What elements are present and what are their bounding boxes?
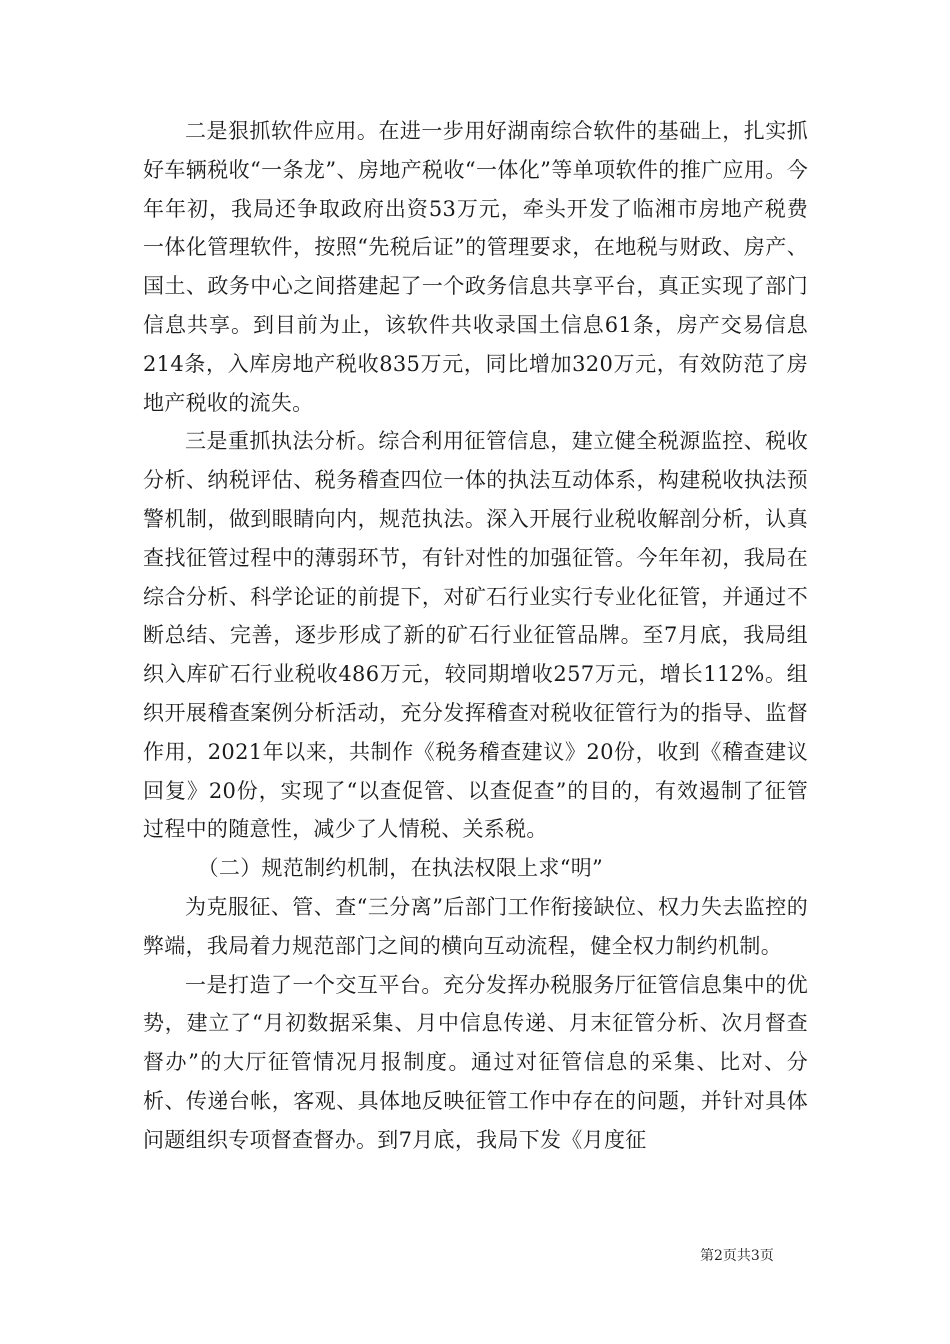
document-body (143, 112, 808, 1160)
paragraph-software-application: 二是狠抓软件应用。在进一步用好湖南综合软件的基础上，扎实抓好车辆税收“一条龙”、房地产税收“一体化”等单项软件的推广应用。今年年初，我局还争取政府出资53万元，牵头开发了临湘市房地产税费一体化管理软件，按照“先税后证”的管理要求，在地税与财政、房产、国土、政务中心之间搭建起了一个政务信息共享平台，真正实现了部门信息共享。到目前为止，该软件共收录国土信息61条，房产交易信息214条，入库房地产税收835万元，同比增加320万元，有效防范了房地产税收的流失。 (143, 119, 808, 415)
paragraph-restraint-mechanism: 为克服征、管、查“三分离”后部门工作衔接缺位、权力失去监控的弊端，我局着力规范部门之间的横向互动流程，健全权力制约机制。 (143, 894, 808, 958)
page-number-footer: 第2页共3页 (700, 1248, 774, 1264)
section-heading: （二）规范制约机制，在执法权限上求“明” (197, 856, 604, 881)
paragraph-interaction-platform: 一是打造了一个交互平台。充分发挥办税服务厅征管信息集中的优势，建立了“月初数据采集、月中信息传递、月末征管分析、次月督查督办”的大厅征管情况月报制度。通过对征管信息的采集、比对、分析、传递台帐，客观、具体地反映征管工作中存在的问题，并针对具体问题组织专项督查督办。到7月底，我局下发《月度征 (143, 972, 808, 1152)
paragraph-law-enforcement-analysis: 三是重抓执法分析。综合利用征管信息，建立健全税源监控、税收分析、纳税评估、税务稽查四位一体的执法互动体系，构建税收执法预警机制，做到眼睛向内，规范执法。深入开展行业税收解剖分析，认真查找征管过程中的薄弱环节，有针对性的加强征管。今年年初，我局在综合分析、科学论证的前提下，对矿石行业实行专业化征管，并通过不断总结、完善，逐步形成了新的矿石行业征管品牌。至7月底，我局组织入库矿石行业税收486万元，较同期增收257万元，增长112%。组织开展稽查案例分析活动，充分发挥稽查对税收征管行为的指导、监督作用，2021年以来，共制作《税务稽查建议》20份，收到《稽查建议回复》20份，实现了“以查促管、以查促查”的目的，有效遏制了征管过程中的随意性，减少了人情税、关系税。 (143, 429, 808, 842)
